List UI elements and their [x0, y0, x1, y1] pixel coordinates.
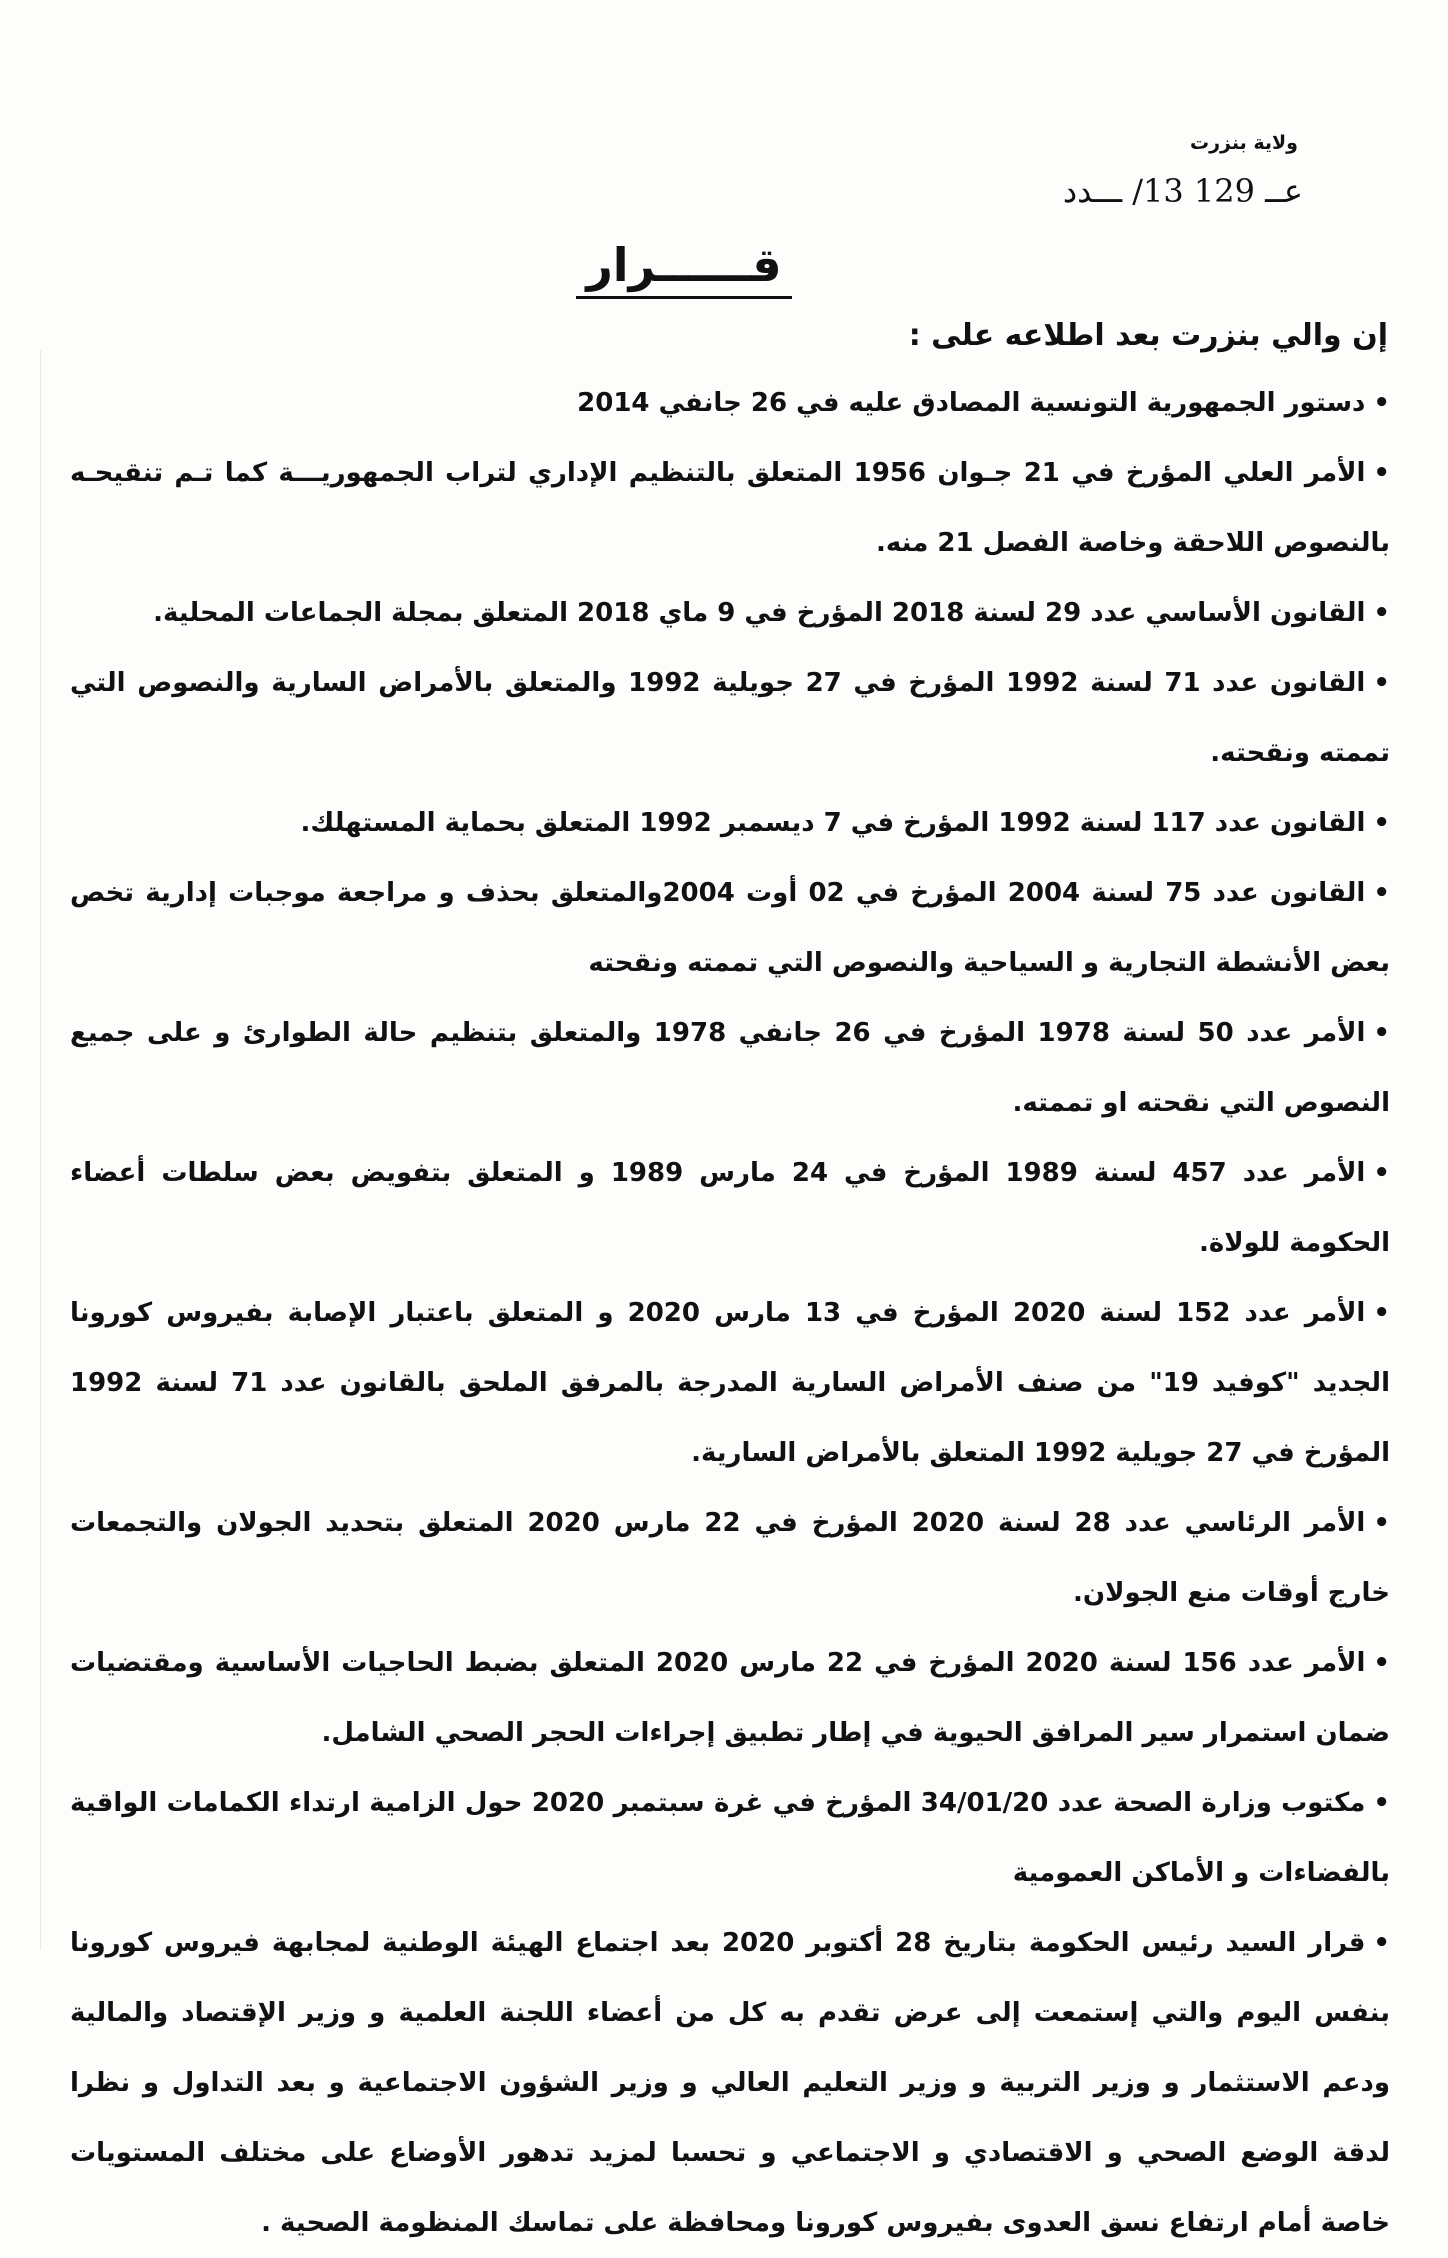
- list-item: [70, 648, 1390, 788]
- intro-line: إن والي بنزرت بعد اطلاعه على :: [908, 318, 1388, 353]
- list-item: [70, 858, 1390, 998]
- list-item: [70, 578, 1390, 648]
- bullet-icon: •: [1373, 1158, 1390, 1188]
- list-item: [70, 1278, 1390, 1488]
- bullet-icon: •: [1373, 598, 1390, 628]
- item-text: القانون عدد 75 لسنة 2004 المؤرخ في 02 أوت 2004والمتعلق بحذف و مراجعة موجبات إدارية تخص بعض الأنشطة التجارية و السياحية والنصوص التي تممته ونقحته: [70, 878, 1390, 978]
- item-text: الأمر العلي المؤرخ في 21 جـوان 1956 المتعلق بالتنظيم الإداري لتراب الجمهوريـــة كما تـم تنقيحـه بالنصوص اللاحقة وخاصة الفصل 21 منه.: [70, 458, 1390, 558]
- bullet-icon: •: [1373, 1018, 1390, 1048]
- document-body: [70, 368, 1390, 2258]
- list-item: [70, 1628, 1390, 1768]
- bullet-icon: •: [1373, 808, 1390, 838]
- reference-number: [1063, 172, 1303, 210]
- list-item: [70, 1488, 1390, 1628]
- title-container: [0, 238, 1448, 299]
- bullet-icon: •: [1373, 1508, 1390, 1538]
- item-text: القانون عدد 117 لسنة 1992 المؤرخ في 7 ديسمبر 1992 المتعلق بحماية المستهلك.: [300, 808, 1366, 838]
- bullet-icon: •: [1373, 1928, 1390, 1958]
- list-item: [70, 1768, 1390, 1908]
- item-text: الأمر عدد 50 لسنة 1978 المؤرخ في 26 جانفي 1978 والمتعلق بتنظيم حالة الطوارئ و على جميع النصوص التي نقحته او تممته.: [70, 1018, 1390, 1118]
- list-item: [70, 438, 1390, 578]
- bullet-icon: •: [1373, 1648, 1390, 1678]
- item-text: الأمر الرئاسي عدد 28 لسنة 2020 المؤرخ في 22 مارس 2020 المتعلق بتحديد الجولان والتجمعات خارج أوقات منع الجولان.: [70, 1508, 1390, 1608]
- item-text: الأمر عدد 152 لسنة 2020 المؤرخ في 13 مارس 2020 و المتعلق باعتبار الإصابة بفيروس كورونا الجديد "كوفيد 19" من صنف الأمراض السارية المدرجة بالمرفق الملحق بالقانون عدد 71 لسنة 1992 المؤرخ في 27 جويلية 1992 المتعلق بالأمراض السارية.: [70, 1298, 1390, 1468]
- list-item: [70, 1908, 1390, 2258]
- item-text: قرار السيد رئيس الحكومة بتاريخ 28 أكتوبر 2020 بعد اجتماع الهيئة الوطنية لمجابهة فيروس كورونا بنفس اليوم والتي إستمعت إلى عرض تقدم به كل من أعضاء اللجنة العلمية و وزير الإقتصاد والمالية ودعم الاستثمار و وزير التربية و وزير التعليم العالي و وزير الشؤون الاجتماعية و بعد التداول و نظرا لدقة الوضع الصحي و الاقتصادي و الاجتماعي و تحسبا لمزيد تدهور الأوضاع على مختلف المستويات خاصة أمام ارتفاع نسق العدوى بفيروس كورونا ومحافظة على تماسك المنظومة الصحية .: [70, 1928, 1390, 2238]
- document-title: قــــــرار: [576, 238, 791, 299]
- bullet-icon: •: [1373, 878, 1390, 908]
- item-text: الأمر عدد 457 لسنة 1989 المؤرخ في 24 مارس 1989 و المتعلق بتفويض بعض سلطات أعضاء الحكومة للولاة.: [70, 1158, 1390, 1258]
- list-item: [70, 1138, 1390, 1278]
- item-text: دستور الجمهورية التونسية المصادق عليه في 26 جانفي 2014: [577, 388, 1366, 418]
- list-item: [70, 368, 1390, 438]
- list-item: [70, 998, 1390, 1138]
- item-text: القانون عدد 71 لسنة 1992 المؤرخ في 27 جويلية 1992 والمتعلق بالأمراض السارية والنصوص التي تممته ونقحته.: [70, 668, 1390, 768]
- number-prefix: عــ: [1265, 172, 1303, 210]
- bullet-icon: •: [1373, 388, 1390, 418]
- number-value: 129: [1193, 172, 1255, 210]
- bullet-icon: •: [1373, 668, 1390, 698]
- list-item: [70, 788, 1390, 858]
- bullet-icon: •: [1373, 458, 1391, 488]
- number-year: 13/: [1132, 172, 1184, 210]
- governorate-name: ولاية بنزرت: [1190, 132, 1298, 154]
- item-text: القانون الأساسي عدد 29 لسنة 2018 المؤرخ في 9 ماي 2018 المتعلق بمجلة الجماعات المحلية.: [153, 598, 1366, 628]
- item-text: الأمر عدد 156 لسنة 2020 المؤرخ في 22 مارس 2020 المتعلق بضبط الحاجيات الأساسية ومقتضيات ضمان استمرار سير المرافق الحيوية في إطار تطبيق إجراءات الحجر الصحي الشامل.: [70, 1648, 1390, 1748]
- bullet-icon: •: [1373, 1298, 1390, 1328]
- bullet-icon: •: [1373, 1788, 1390, 1818]
- number-suffix: ـــدد: [1062, 172, 1123, 210]
- item-text: مكتوب وزارة الصحة عدد 34/01/20 المؤرخ في غرة سبتمبر 2020 حول الزامية ارتداء الكمامات الواقية بالفضاءات و الأماكن العمومية: [70, 1788, 1390, 1888]
- scan-margin-line: [40, 350, 41, 1950]
